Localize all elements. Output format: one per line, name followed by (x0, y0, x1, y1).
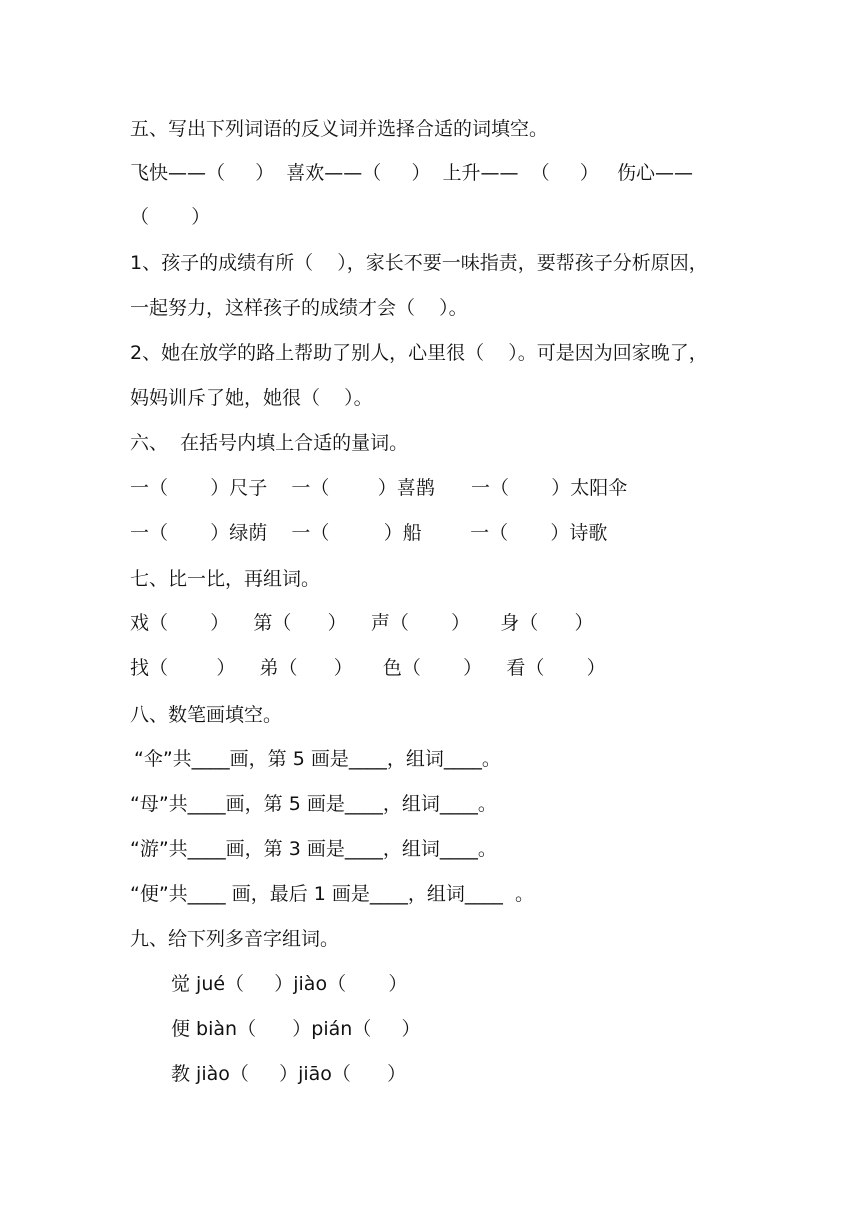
section5-q2-line2: 妈妈训斥了她，她很（ ）。 (130, 387, 373, 409)
section8-line1: “伞”共____画，第 5 画是____，组词____。 (134, 748, 501, 770)
section5-q1-line2: 一起努力，这样孩子的成绩才会（ ）。 (130, 297, 468, 319)
section9-title: 九、给下列多音字组词。 (130, 928, 340, 950)
section5-q1-line1: 1、孩子的成绩有所（ ），家长不要一味指责，要帮孩子分析原因， (130, 252, 708, 274)
section9-line3: 教 jiào（ ）jiāo（ ） (171, 1063, 407, 1085)
section6-title: 六、 在括号内填上合适的量词。 (130, 432, 409, 454)
section7-row2: 找（ ） 弟（ ） 色（ ） 看（ ） (130, 657, 606, 679)
section5-title: 五、写出下列词语的反义词并选择合适的词填空。 (130, 118, 549, 140)
section7-title: 七、比一比，再组词。 (130, 568, 321, 590)
section8-line3: “游”共____画，第 3 画是____，组词____。 (130, 838, 497, 860)
section8-line2: “母”共____画，第 5 画是____，组词____。 (130, 793, 497, 815)
section5-antonyms-line1: 飞快——（ ） 喜欢——（ ） 上升—— （ ） 伤心—— (130, 162, 693, 184)
section6-row1: 一（ ）尺子 一（ ）喜鹊 一（ ）太阳伞 (130, 477, 628, 499)
section8-title: 八、数笔画填空。 (130, 704, 283, 726)
section8-line4: “便”共____ 画，最后 1 画是____，组词____ 。 (130, 883, 534, 905)
section6-row2: 一（ ）绿荫 一（ ）船 一（ ）诗歌 (130, 522, 608, 544)
section5-q2-line1: 2、她在放学的路上帮助了别人，心里很（ ）。可是因为回家晚了， (130, 342, 708, 364)
section7-row1: 戏（ ） 第（ ） 声（ ） 身（ ） (130, 612, 594, 634)
section5-antonyms-line2: （ ） (130, 206, 211, 228)
section9-line1: 觉 jué（ ）jiào（ ） (171, 973, 408, 995)
section9-line2: 便 biàn（ ）pián（ ） (171, 1018, 421, 1040)
